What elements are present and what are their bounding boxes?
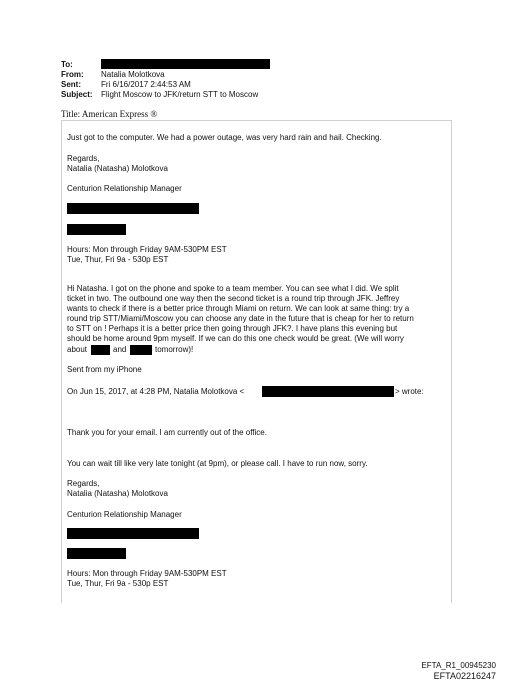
redaction-sig-1b: [67, 224, 126, 235]
redaction-to: [101, 59, 270, 69]
para-line-5: to STT on ! Perhaps it is a better price then going through JFK?. I have plans this evening but: [67, 324, 398, 333]
quote-line-a: On Jun 15, 2017, at 4:28 PM, Natalia Molotkova <: [67, 387, 245, 396]
redaction-email: [262, 386, 394, 397]
para-line-1: Hi Natasha. I got on the phone and spoke to a team member. You can see what I did. We split: [67, 284, 399, 293]
sent-label: Sent:: [61, 80, 81, 89]
signature-role-1: Centurion Relationship Manager: [67, 184, 182, 193]
para-line-7c: tomorrow)!: [155, 345, 194, 354]
footer-id-2: EFTA02216247: [433, 671, 496, 681]
subject-label: Subject:: [61, 90, 93, 99]
hours-line-2: Tue, Thur, Fri 9a - 530p EST: [67, 255, 169, 264]
signature-name-1: Natalia (Natasha) Molotkova: [67, 164, 168, 173]
redaction-name-b: [130, 345, 152, 355]
signature-role-2: Centurion Relationship Manager: [67, 510, 182, 519]
para-line-2: ticket in two. The outbound one way then the second ticket is a round trip through JFK. Jeffrey: [67, 294, 400, 303]
subject-value: Flight Moscow to JFK/return STT to Moscow: [101, 90, 259, 99]
to-label: To:: [61, 60, 73, 69]
redaction-sig-2a: [67, 528, 199, 539]
para-line-7b: and: [113, 345, 127, 354]
regards-2: Regards,: [67, 479, 100, 488]
redaction-name-a: [91, 345, 110, 355]
body-line-1: Just got to the computer. We had a power outage, was very hard rain and hail. Checking.: [67, 133, 382, 142]
from-label: From:: [61, 70, 84, 79]
signature-name-2: Natalia (Natasha) Molotkova: [67, 489, 168, 498]
hours-line-1: Hours: Mon through Friday 9AM-530PM EST: [67, 245, 227, 254]
para-line-4: round trip STT/Miami/Moscow you can choose any date in the future that is cheap for her to return: [67, 314, 414, 323]
sent-value: Fri 6/16/2017 2:44:53 AM: [101, 80, 191, 89]
out-of-office: Thank you for your email. I am currently out of the office.: [67, 428, 267, 437]
document-title: Title: American Express ®: [61, 109, 158, 119]
para-line-3: wants to check if there is a better price through Miami on return. We can look at same thing: try a: [67, 304, 410, 313]
wait-line: You can wait till like very late tonight (at 9pm), or please call. I have to run now, sorry.: [67, 459, 368, 468]
regards-1: Regards,: [67, 154, 100, 163]
sent-from: Sent from my iPhone: [67, 365, 142, 374]
quote-line-b: > wrote:: [395, 387, 424, 396]
from-value: Natalia Molotkova: [101, 70, 165, 79]
hours-line-4: Tue, Thur, Fri 9a - 530p EST: [67, 579, 169, 588]
redaction-sig-1a: [67, 203, 199, 214]
footer-id-1: EFTA_R1_00945230: [421, 661, 496, 670]
redaction-sig-2b: [67, 548, 126, 559]
hours-line-3: Hours: Mon through Friday 9AM-530PM EST: [67, 569, 227, 578]
para-line-7a: about: [67, 345, 88, 354]
para-line-6: should be home around 9pm myself. If we can do this one check would be great. (We will worry: [67, 334, 404, 343]
